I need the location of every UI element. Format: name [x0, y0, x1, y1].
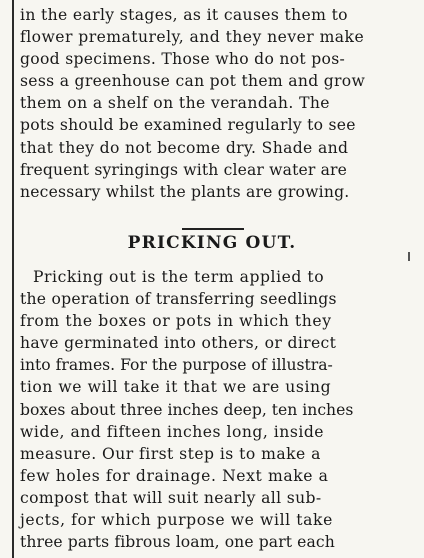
text-line: measure. Our first step is to make a: [20, 444, 321, 463]
text-line: that they do not become dry. Shade and: [20, 138, 349, 157]
text-line: few holes for drainage. Next make a: [20, 466, 329, 485]
text-line: into frames. For the purpose of illustra-: [20, 356, 333, 375]
text-line: in the early stages, as it causes them to: [20, 6, 348, 24]
text-line: them on a shelf on the verandah. The: [20, 94, 330, 113]
text-line: from the boxes or pots in which they: [20, 312, 332, 331]
column-rule: [12, 0, 14, 558]
text-line: sess a greenhouse can pot them and grow: [20, 72, 366, 91]
text-line: three parts fibrous loam, one part each: [20, 533, 335, 552]
text-line: boxes about three inches deep, ten inches: [20, 400, 354, 419]
text-line: the operation of transferring seedlings: [20, 290, 337, 309]
paragraph-greenhouse: [20, 4, 414, 203]
text-line: compost that will suit nearly all sub-: [20, 488, 322, 507]
text-line: frequent syringings with clear water are: [20, 160, 348, 179]
text-line: necessary whilst the plants are growing.: [20, 182, 350, 201]
text-line: jects, for which purpose we will take: [20, 511, 333, 530]
text-line: good specimens. Those who do not pos-: [20, 50, 346, 69]
text-line: wide, and fifteen inches long, inside: [20, 422, 325, 441]
text-line: flower prematurely, and they never make: [20, 28, 365, 47]
section-heading: PRICKING OUT.: [127, 233, 297, 253]
margin-mark: [408, 252, 410, 261]
paragraph-pricking-out: [20, 266, 414, 553]
text-line: tion we will take it that we are using: [20, 378, 332, 397]
text-line: have germinated into others, or direct: [20, 334, 337, 353]
text-line: Pricking out is the term applied to: [33, 268, 325, 286]
text-line: pots should be examined regularly to see: [20, 116, 356, 135]
